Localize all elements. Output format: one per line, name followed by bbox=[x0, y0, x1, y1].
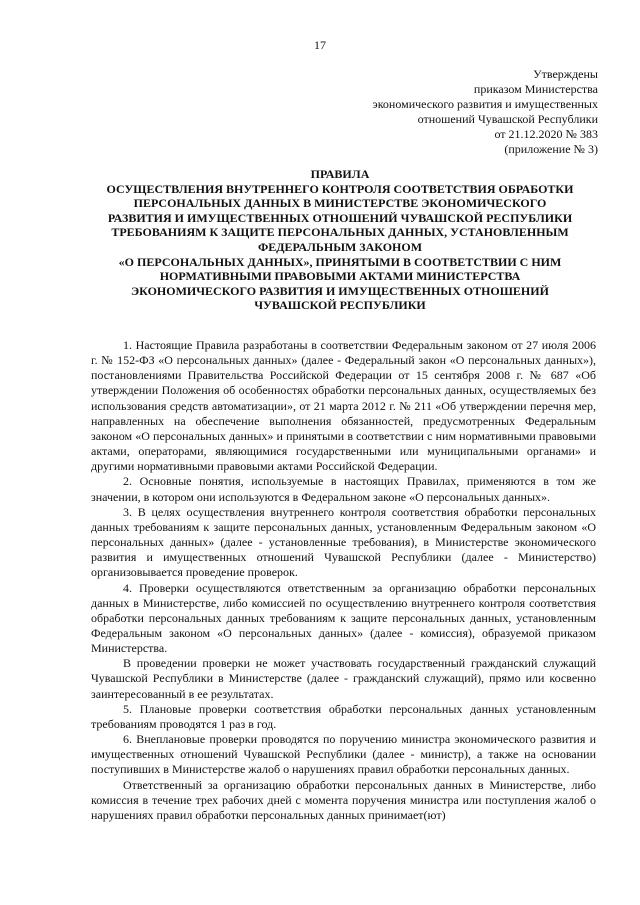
paragraph: 4. Проверки осуществляются ответственным за организацию обработки персональных данных в Министерстве, либо комиссией по осуществлению внутреннего контроля соответствия обработки персональных данных требованиям к защите персональных данных, установленным Федеральным законом «О персональных данных» (далее - комиссия), образуемой приказом Министерства. bbox=[91, 580, 596, 656]
document-body bbox=[91, 338, 596, 823]
paragraph: 3. В целях осуществления внутреннего контроля соответствия обработки персональных данных требованиям к защите персональных данных, установленным Федеральным законом «О персональных данных» (далее - установленные требования), в Министерстве экономического развития и имущественных отношений Чувашской Республики (далее - Министерство) организовывается проведение проверок. bbox=[91, 504, 596, 580]
paragraph: 1. Настоящие Правила разработаны в соответствии Федеральным законом от 27 июля 2006 г. № 152-ФЗ «О персональных данных» (далее - Федеральный закон «О персональных данных»), постановлениями Правительства Российской Федерации от 15 сентября 2008 г. № 687 «Об утверждении Положения об особенностях обработки персональных данных, осуществляемых без использования средств автоматизации», от 21 марта 2012 г. № 211 «Об утверждении перечня мер, направленных на обеспечение выполнения обязанностей, предусмотренных Федеральным законом «О персональных данных» и принятыми в соответствии с ним нормативными правовыми актами, операторами, являющимися государственными или муниципальными органами» и другими нормативными правовыми актами Российской Федерации. bbox=[91, 338, 596, 474]
title-line: РАЗВИТИЯ И ИМУЩЕСТВЕННЫХ ОТНОШЕНИЙ ЧУВАШСКОЙ РЕСПУБЛИКИ bbox=[107, 210, 573, 225]
approval-block bbox=[373, 67, 598, 157]
paragraph: Ответственный за организацию обработки персональных данных в Министерстве, либо комиссия в течение трех рабочих дней с момента поручения министра или поступления жалоб о нарушениях правил обработки персональных данных принимает(ют) bbox=[91, 777, 596, 822]
title-line: НОРМАТИВНЫМИ ПРАВОВЫМИ АКТАМИ МИНИСТЕРСТВА bbox=[159, 269, 521, 284]
approval-line: от 21.12.2020 № 383 bbox=[494, 127, 598, 141]
paragraph: В проведении проверки не может участвовать государственный гражданский служащий Чувашской Республики в Министерстве (далее - гражданский служащий), прямо или косвенно заинтересованный в ее результатах. bbox=[91, 656, 596, 701]
approval-line: Утверждены bbox=[533, 67, 598, 81]
approval-line: (приложение № 3) bbox=[504, 142, 598, 156]
approval-line: отношений Чувашской Республики bbox=[417, 112, 598, 126]
title-line: ЭКОНОМИЧЕСКОГО РАЗВИТИЯ И ИМУЩЕСТВЕННЫХ ОТНОШЕНИЙ bbox=[131, 283, 549, 298]
paragraph: 6. Внеплановые проверки проводятся по поручению министра экономического развития и имущественных отношений Чувашской Республики (далее - министр), а также на основании поступивших в Министерстве жалоб о нарушениях правил обработки персональных данных. bbox=[91, 732, 596, 777]
title-line: ЧУВАШСКОЙ РЕСПУБЛИКИ bbox=[254, 298, 426, 313]
paragraph: 5. Плановые проверки соответствия обработки персональных данных установленным требованиям проводятся 1 раз в год. bbox=[91, 701, 596, 731]
approval-line: приказом Министерства bbox=[473, 82, 598, 96]
title-line: ПЕРСОНАЛЬНЫХ ДАННЫХ В МИНИСТЕРСТВЕ ЭКОНОМИЧЕСКОГО bbox=[133, 196, 547, 211]
title-line: «О ПЕРСОНАЛЬНЫХ ДАННЫХ», ПРИНЯТЫМИ В СООТВЕТСТВИИ С НИМ bbox=[118, 254, 562, 269]
page-number: 17 bbox=[314, 38, 326, 52]
title-line: ФЕДЕРАЛЬНЫМ ЗАКОНОМ bbox=[257, 239, 423, 254]
title-line: ОСУЩЕСТВЛЕНИЯ ВНУТРЕННЕГО КОНТРОЛЯ СООТВЕТСТВИЯ ОБРАБОТКИ bbox=[106, 181, 574, 196]
title-line: ПРАВИЛА bbox=[310, 167, 370, 181]
document-title bbox=[80, 167, 600, 313]
paragraph: 2. Основные понятия, используемые в настоящих Правилах, применяются в том же значении, в котором они используются в Федеральном законе «О персональных данных». bbox=[91, 474, 596, 504]
approval-line: экономического развития и имущественных bbox=[372, 97, 598, 111]
title-line: ТРЕБОВАНИЯМ К ЗАЩИТЕ ПЕРСОНАЛЬНЫХ ДАННЫХ, УСТАНОВЛЕННЫМ bbox=[111, 225, 569, 240]
